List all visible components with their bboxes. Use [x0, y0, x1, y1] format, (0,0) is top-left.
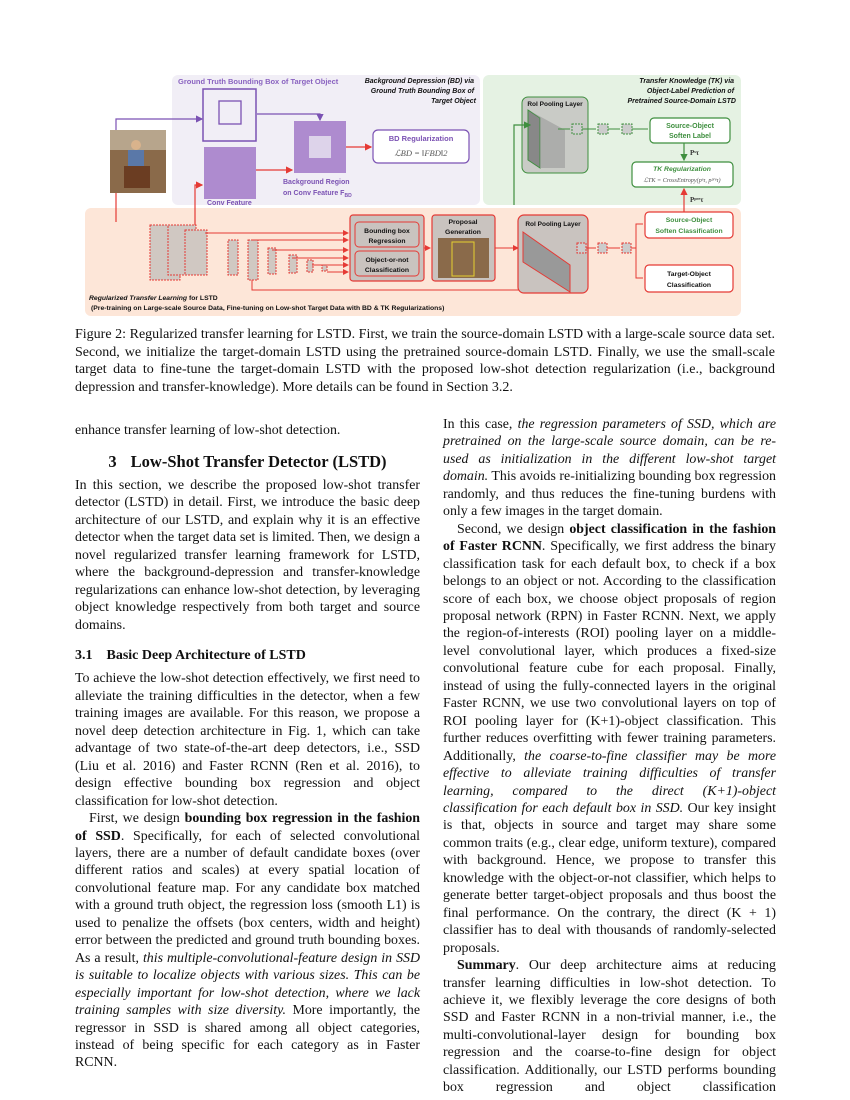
- paragraph: [443, 521, 776, 957]
- bold-text: bounding box regression in the fashion of SSD: [75, 811, 420, 844]
- bd-reg-title: BD Regularization: [388, 134, 454, 143]
- subsection-number: 3.1: [75, 647, 93, 663]
- bg-region-label-2: on Conv Feature $F_{BD}$: [283, 190, 352, 199]
- conv-feature-label: Conv Feature: [207, 200, 252, 207]
- figure-2-diagram: [0, 0, 850, 330]
- proposal-generation-label: Proposal Generation: [445, 219, 481, 236]
- bd-panel-title: Background Depression (BD) via Ground Truth Bounding Box of Target Object: [364, 78, 476, 105]
- section-title: Low-Shot Transfer Detector (LSTD): [130, 452, 387, 472]
- text: . Our deep architecture aims at reducing transfer learning difficulties in low-shot detection. To achieve it, we flexibly leverage the core designs of both SSD and Faster RCNN in a non-trivial manner, i.e., the multi-convolutional-layer design for bounding box regression and the coarse-to-fine design for object classification. Additionally, our LSTD performs bounding box regression and object classification: [443, 958, 776, 1096]
- right-column: [443, 416, 776, 1097]
- tk-panel-title: Transfer Knowledge (TK) via Object-Label Prediction of Pretrained Source-Domain LSTD: [627, 78, 736, 105]
- text: Our key insight is that, objects in source and target may share some common traits (e.g., clear edge, uniform texture), compared with background. Hence, we propose to transfer this knowledge with the object-or-not classifier, which helps to generate better target-object proposals and thus boost the final performance. On the contrary, the direct (K + 1) classifier has to deal with thousands of randomly-selected proposals.: [443, 800, 776, 956]
- object-or-not-label: Object-or-not Classification: [364, 257, 410, 274]
- paragraph: In this section, we describe the proposed low-shot transfer detector (LSTD) in detail. First, we introduce the basic deep architecture of our LSTD, and explain why it is an effective detector when the target data set is limited. Then, we design a novel regularized transfer learning framework for LSTD, where the background-depression and transfer-knowledge regularizations can enhance low-shot detection, by leveraging object knowledge respectively from both target and source domains.: [75, 477, 420, 633]
- section-heading: [75, 453, 420, 470]
- gt-box-label: Ground Truth Bounding Box of Target Object: [178, 77, 339, 86]
- text: This avoids re-initializing bounding box regression randomly, and thus reduces the fine-tuning burdens with only a few images in the target domain.: [443, 469, 776, 520]
- paragraph: [443, 957, 776, 1097]
- text: . Specifically, for each of selected convolutional layers, there are a number of default candidate boxes (over different ratios and scales) at every spatial location of convolutional feature map. For any candidate box matched with a ground truth object, the regression loss (smooth L1) is used to penalize the offsets (box centers, width and height) error between the predicted and ground truth bounding boxes. As a result,: [75, 828, 421, 966]
- left-column: [75, 422, 420, 1072]
- figure-caption: Figure 2: Regularized transfer learning for LSTD. First, we train the source-domain LSTD with a large-scale source data set. Second, we initialize the target-domain LSTD using the pretrained source-domain LSTD. Finally, we use the small-scale target data to fine-tune the target-domain LSTD with the proposed low-shot detection regularization (i.e., background depression and transfer-knowledge). More details can be found in Section 3.2.: [75, 327, 775, 395]
- section-number: 3: [108, 452, 117, 472]
- text: More importantly, the regressor in SSD is shared among all object categories, instead of being specific for each category as in Faster RCNN.: [75, 1003, 421, 1071]
- text: In this case,: [443, 417, 518, 432]
- bold-text: object classification in the fashion of Faster RCNN: [443, 521, 776, 555]
- italic-text: this multiple-convolutional-feature design in SSD is suitable to localize objects with various sizes. This can be especially important for low-shot detection, where we lack training samples with size diversity.: [75, 950, 420, 1019]
- transfer-panel-subtitle: (Pre-training on Large-scale Source Data, Fine-tuning on Low-shot Target Data with BD & TK Regularizations): [91, 305, 445, 312]
- text: . Specifically, we first address the binary classification task for each default box, to check if a box belongs to an object or not. According to the classification score of each box, we choose object proposals of region proposal network (RPN) in Faster RCNN. Next, we apply the region-of-interests (ROI) pooling layer on a middle-level convolutional layer, which produces a fixed-size convolutional feature cube for each proposal. Finally, instead of using the fully-connected layers in the original Faster RCNN, we use two convolutional layers on top of ROI pooling layer for (K+1)-object classification. This further reduces overfitting with fewer training parameters. Additionally,: [443, 539, 777, 764]
- transfer-panel-title: Regularized Transfer Learning for LSTD: [89, 295, 218, 302]
- tk-reg-formula: ℒTK = CrossEntropy(pˢτ, pᵖʳᵉτ): [643, 177, 721, 184]
- roi-top-label: RoI Pooling Layer: [527, 101, 583, 108]
- bd-reg-formula: ℒBD = ‖FBD‖2: [394, 148, 448, 158]
- text: First, we design: [89, 811, 185, 827]
- target-cls-label: Target-Object Classification: [666, 271, 712, 289]
- ps-label: Pˢτ: [690, 149, 700, 157]
- subsection-title: Basic Deep Architecture of LSTD: [106, 647, 306, 663]
- ppre-label: Pᵖʳᵉτ: [690, 196, 704, 204]
- tk-reg-title: TK Regularization: [653, 166, 711, 173]
- conv-feature: [204, 147, 256, 199]
- bold-text: Summary: [457, 958, 516, 974]
- italic-text: the coarse-to-fine classifier may be more effective to alleviate training difficulties of transfer learning, compared to the direct (K+1)-object classification for each default box in SSD.: [443, 748, 776, 816]
- roi-bottom-label: RoI Pooling Layer: [525, 221, 581, 228]
- paragraph: [75, 810, 420, 1072]
- paragraph: [443, 416, 776, 521]
- input-image: [110, 130, 166, 193]
- italic-text: the regression parameters of SSD, which are pretrained on the large-scale source domain, can be re-used as initialization in the different low-shot target domain.: [443, 417, 777, 485]
- proposal-image: [438, 238, 489, 278]
- bg-region-label: Background Region: [283, 179, 350, 186]
- source-soften-cls-label: Source-Object Soften Classification: [655, 217, 723, 235]
- source-soften-label: Source-Object Soften Label: [666, 123, 714, 140]
- text: Second, we design: [457, 521, 570, 537]
- subsection-heading: [75, 647, 420, 664]
- paragraph: enhance transfer learning of low-shot detection.: [75, 423, 341, 438]
- paragraph: To achieve the low-shot detection effectively, we first need to alleviate the training difficulties in the detector, when a few training images are available. For this reason, we propose a novel deep detection architecture in Fig. 1, which can take advantage of two state-of-the-art deep detectors, i.e., SSD (Liu et al. 2016) and Faster RCNN (Ren et al. 2016), to design effective bounding box regression and object classification for low-shot detection.: [75, 671, 420, 809]
- bbox-regression-label: Bounding box Regression: [364, 228, 410, 245]
